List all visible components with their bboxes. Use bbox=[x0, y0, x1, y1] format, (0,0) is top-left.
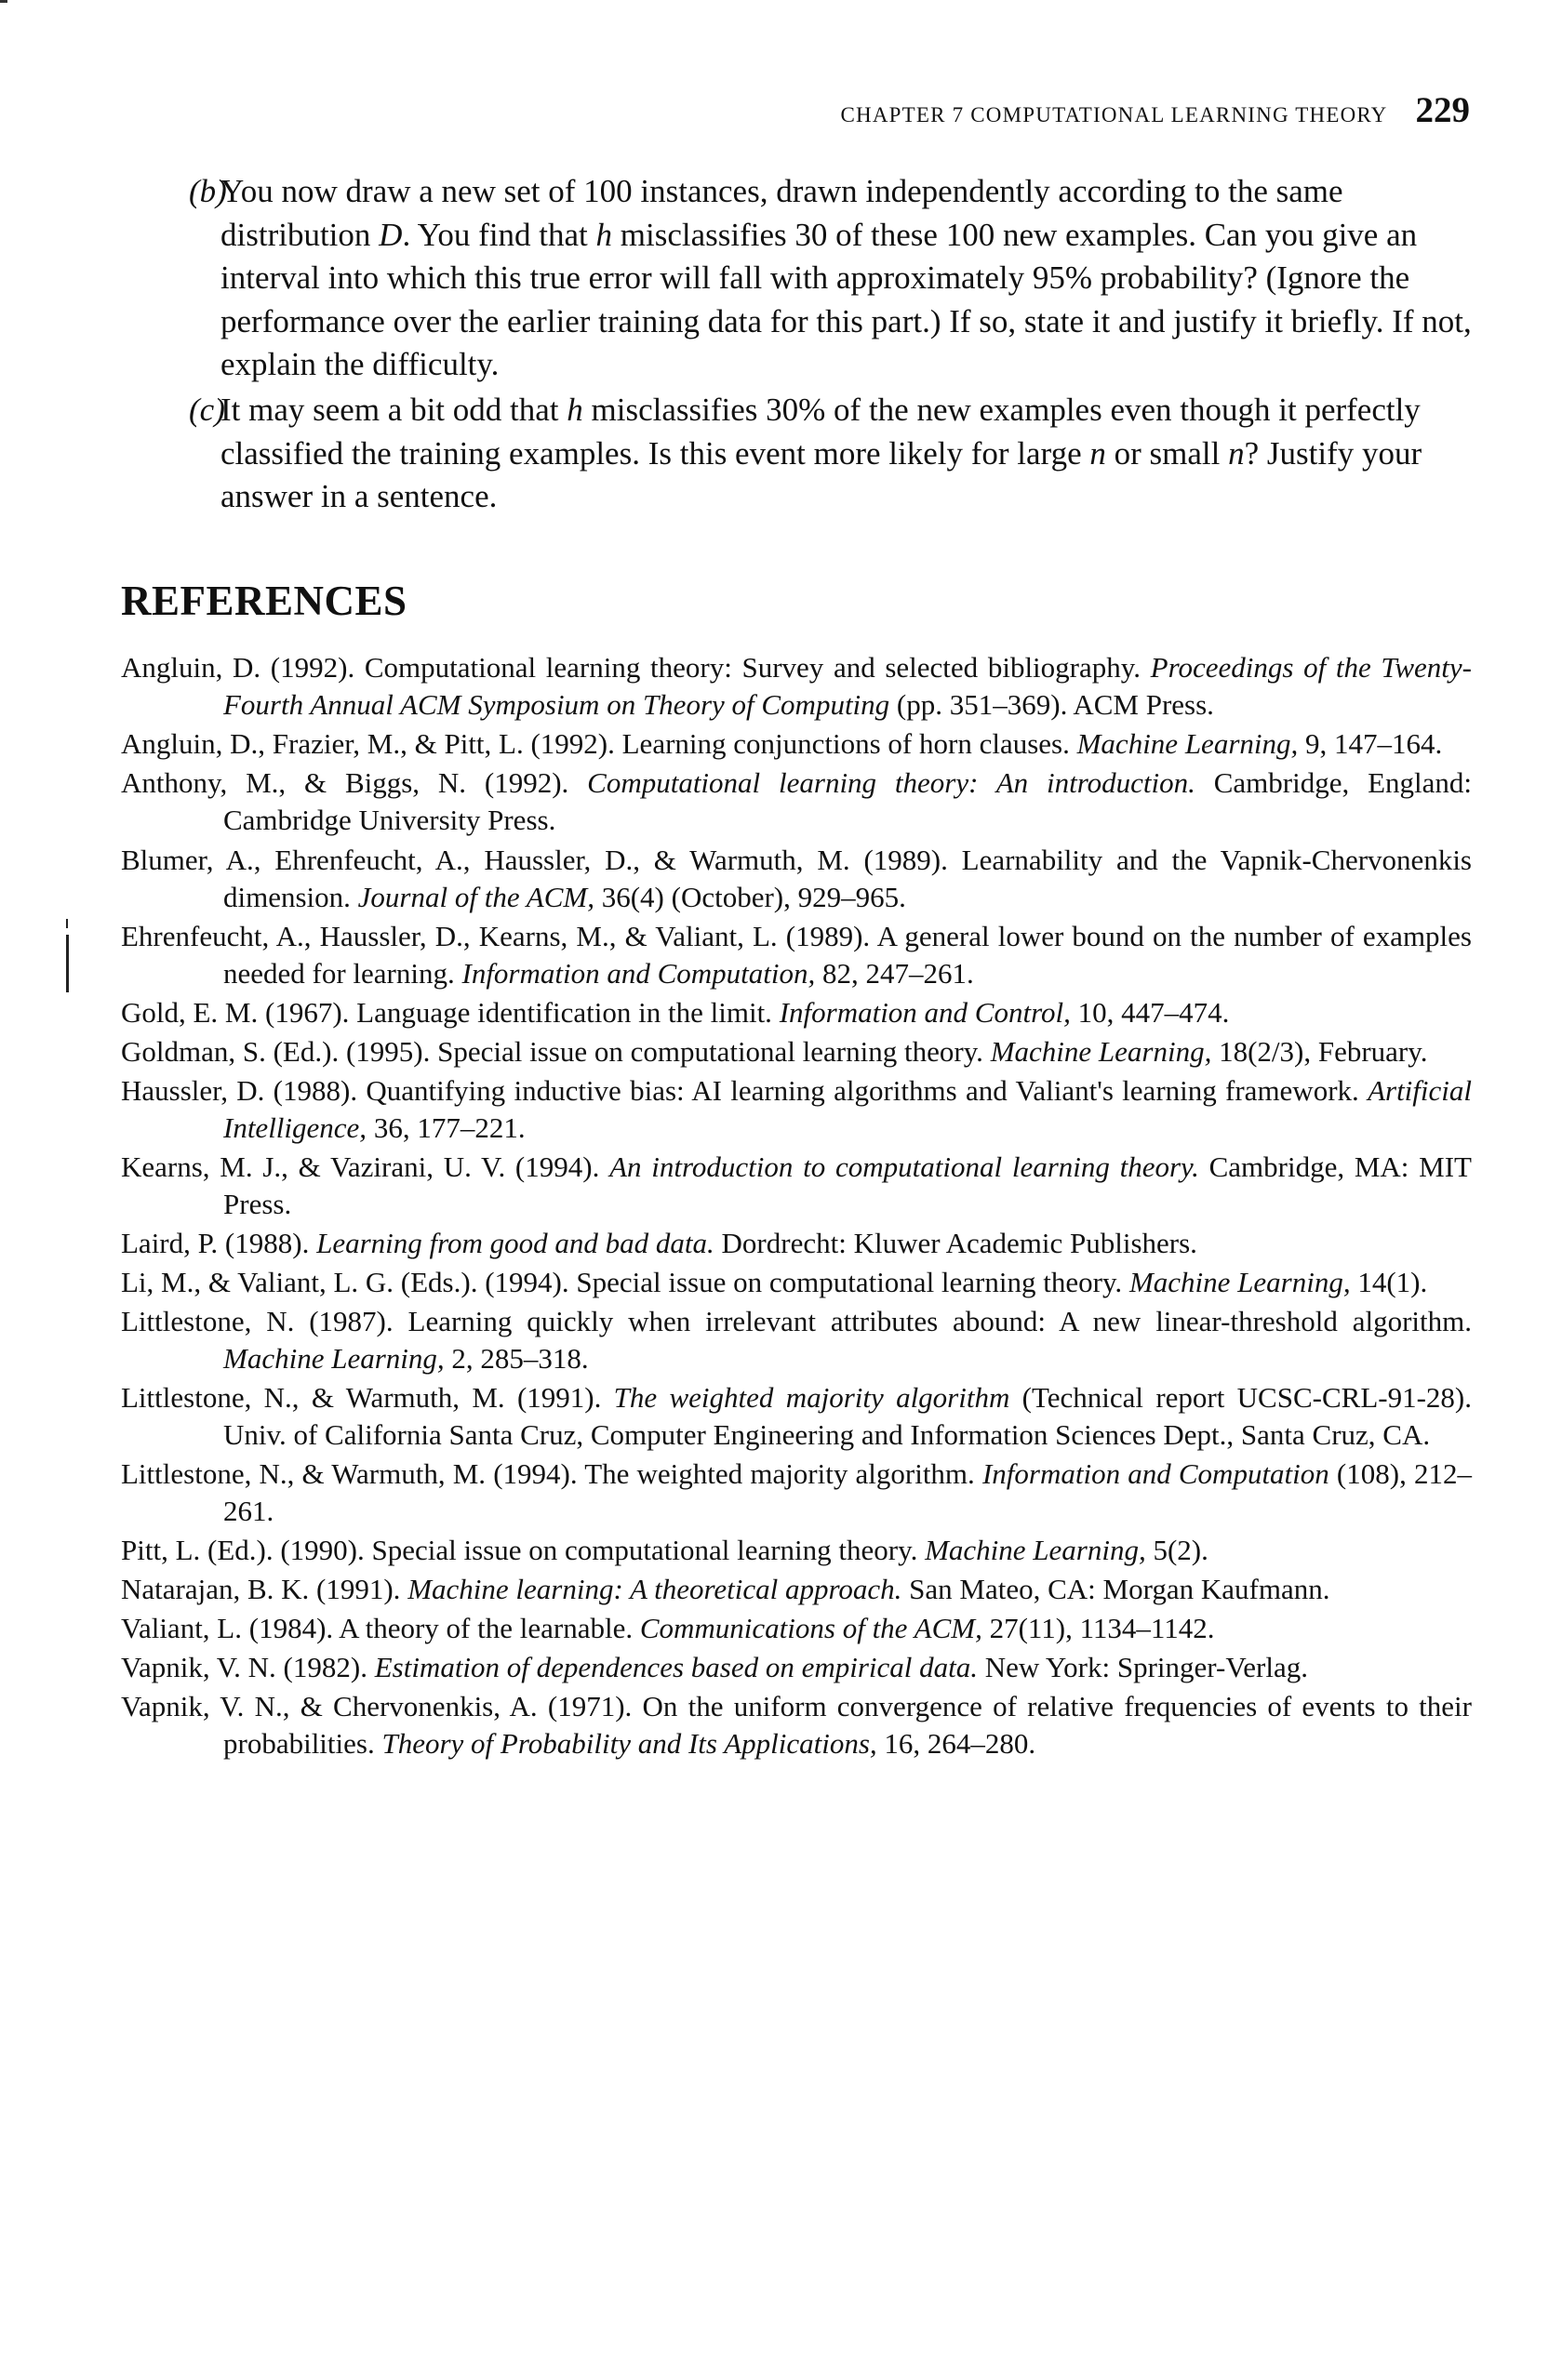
reference-source: Proceedings of the Twenty-Fourth Annual ACM Symposium on Theory of Computing bbox=[223, 651, 1472, 721]
reference-entry bbox=[121, 1264, 1472, 1301]
reference-text: Angluin, D., Frazier, M., & Pitt, L. (1992). Learning conjunctions of horn clauses. bbox=[121, 727, 1077, 760]
reference-entry bbox=[121, 918, 1472, 992]
reference-text: 82, 247–261. bbox=[815, 957, 974, 990]
reference-text: Gold, E. M. (1967). Language identification in the limit. bbox=[121, 996, 780, 1029]
distribution-symbol: D bbox=[379, 216, 403, 253]
reference-source: Estimation of dependences based on empirical data. bbox=[374, 1651, 979, 1683]
reference-text: Littlestone, N. (1987). Learning quickly when irrelevant attributes abound: A new linear-threshold algorithm. bbox=[121, 1305, 1472, 1337]
reference-source: Information and Computation, bbox=[461, 957, 816, 990]
reference-text: 5(2). bbox=[1145, 1534, 1208, 1566]
reference-source: Machine Learning, bbox=[1128, 1266, 1351, 1298]
reference-entry bbox=[121, 1610, 1472, 1647]
reference-text: 36, 177–221. bbox=[367, 1111, 526, 1144]
reference-source: Artificial Intelligence, bbox=[223, 1074, 1472, 1144]
exercise-text: misclassifies 30% of the new examples even though it perfectly classified the training examples. Is this event more likely for large bbox=[220, 392, 1421, 472]
reference-list bbox=[121, 649, 1472, 1764]
exercise-text: It may seem a bit odd that bbox=[220, 392, 567, 428]
exercise-text: misclassifies 30 of these 100 new examples. Can you give an interval into which this true error will fall with approximately 95% probability? (Ignore the performance over the earlier training data for this part.) If so, state it and justify it briefly. If not, explain the difficulty. bbox=[220, 216, 1472, 382]
reference-text: 36(4) (October), 929–965. bbox=[594, 881, 906, 913]
scan-mark bbox=[0, 0, 7, 3]
reference-source: Machine Learning, bbox=[223, 1342, 445, 1375]
reference-text: 9, 147–164. bbox=[1298, 727, 1443, 760]
exercise-text: You now draw a new set of 100 instances, drawn independently according to the same distribution bbox=[220, 173, 1343, 253]
reference-text: Cambridge, MA: MIT Press. bbox=[223, 1150, 1472, 1220]
reference-source: Machine Learning, bbox=[1076, 727, 1299, 760]
reference-source: Computational learning theory: An introduction. bbox=[587, 766, 1195, 799]
reference-entry bbox=[121, 1456, 1472, 1530]
reference-source: Journal of the ACM, bbox=[357, 881, 594, 913]
reference-text: New York: Springer-Verlag. bbox=[978, 1651, 1308, 1683]
reference-entry bbox=[121, 1649, 1472, 1686]
reference-text: 27(11), 1134–1142. bbox=[981, 1612, 1215, 1644]
reference-text: (pp. 351–369). ACM Press. bbox=[889, 688, 1214, 721]
exercise-label: (b) bbox=[189, 173, 227, 209]
reference-entry bbox=[121, 1033, 1472, 1070]
reference-entry bbox=[121, 994, 1472, 1031]
reference-text: Natarajan, B. K. (1991). bbox=[121, 1573, 408, 1605]
reference-text: 16, 264–280. bbox=[876, 1727, 1036, 1760]
exercise-text: ? Justify your answer in a sentence. bbox=[220, 434, 1422, 514]
reference-text: Laird, P. (1988). bbox=[121, 1227, 317, 1259]
reference-text: Dordrecht: Kluwer Academic Publishers. bbox=[714, 1227, 1197, 1259]
reference-text: Pitt, L. (Ed.). (1990). Special issue on computational learning theory. bbox=[121, 1534, 926, 1566]
reference-entry bbox=[121, 1532, 1472, 1569]
reference-text: Anthony, M., & Biggs, N. (1992). bbox=[121, 766, 588, 799]
reference-source: Machine learning: A theoretical approach. bbox=[407, 1573, 902, 1605]
exercise-c bbox=[189, 389, 1472, 519]
reference-entry bbox=[121, 1072, 1472, 1147]
reference-entry bbox=[121, 1303, 1472, 1377]
reference-text: (Technical report UCSC-CRL-91-28). Univ. of California Santa Cruz, Computer Engineering and Information Sciences Dept., Santa Cruz, CA. bbox=[223, 1381, 1472, 1451]
reference-entry bbox=[121, 1379, 1472, 1454]
reference-source: The weighted majority algorithm bbox=[613, 1381, 1010, 1414]
reference-text: Kearns, M. J., & Vazirani, U. V. (1994). bbox=[121, 1150, 610, 1183]
margin-mark bbox=[66, 919, 68, 928]
hypothesis-symbol: h bbox=[595, 216, 613, 253]
reference-source: Learning from good and bad data. bbox=[316, 1227, 714, 1259]
reference-entry bbox=[121, 842, 1472, 916]
margin-mark bbox=[66, 935, 69, 992]
reference-source: An introduction to computational learning theory. bbox=[609, 1150, 1199, 1183]
reference-text: Li, M., & Valiant, L. G. (Eds.). (1994). Special issue on computational learning theory. bbox=[121, 1266, 1129, 1298]
reference-source: Information and Control, bbox=[779, 996, 1071, 1029]
reference-source: Machine Learning, bbox=[990, 1035, 1212, 1068]
exercise-text: or small bbox=[1105, 434, 1229, 472]
hypothesis-symbol: h bbox=[567, 392, 583, 428]
reference-source: Theory of Probability and Its Applications, bbox=[381, 1727, 877, 1760]
page-number: 229 bbox=[1415, 90, 1470, 130]
reference-text: Haussler, D. (1988). Quantifying inductive bias: AI learning algorithms and Valiant's learning framework. bbox=[121, 1074, 1368, 1107]
reference-text: 14(1). bbox=[1350, 1266, 1428, 1298]
reference-source: Information and Computation bbox=[981, 1457, 1329, 1490]
reference-entry bbox=[121, 1688, 1472, 1762]
reference-text: Valiant, L. (1984). A theory of the learnable. bbox=[121, 1612, 640, 1644]
reference-text: San Mateo, CA: Morgan Kaufmann. bbox=[901, 1573, 1330, 1605]
reference-entry bbox=[121, 649, 1472, 724]
running-title: CHAPTER 7 COMPUTATIONAL LEARNING THEORY bbox=[840, 103, 1388, 126]
reference-text: 18(2/3), February. bbox=[1211, 1035, 1428, 1068]
reference-text: Cambridge, England: Cambridge University Press. bbox=[223, 766, 1472, 836]
reference-text: 2, 285–318. bbox=[444, 1342, 589, 1375]
reference-entry bbox=[121, 765, 1472, 839]
exercise-text: . You find that bbox=[402, 216, 596, 253]
n-symbol: n bbox=[1228, 434, 1245, 472]
exercise-label: (c) bbox=[189, 392, 225, 428]
reference-entry bbox=[121, 1225, 1472, 1262]
reference-text: Ehrenfeucht, A., Haussler, D., Kearns, M., & Valiant, L. (1989). A general lower bound on the number of examples needed for learning. bbox=[121, 920, 1472, 990]
reference-source: Machine Learning, bbox=[925, 1534, 1146, 1566]
reference-text: Blumer, A., Ehrenfeucht, A., Haussler, D., & Warmuth, M. (1989). Learnability and the Vapnik-Chervonenkis dimension. bbox=[121, 844, 1472, 913]
reference-entry bbox=[121, 1571, 1472, 1608]
references-heading: REFERENCES bbox=[121, 578, 407, 624]
running-header bbox=[730, 89, 1470, 131]
n-symbol: n bbox=[1089, 434, 1106, 472]
reference-text: Angluin, D. (1992). Computational learning theory: Survey and selected bibliography. bbox=[121, 651, 1151, 684]
reference-text: Goldman, S. (Ed.). (1995). Special issue on computational learning theory. bbox=[121, 1035, 991, 1068]
exercise-b bbox=[189, 170, 1472, 387]
reference-text: Vapnik, V. N., & Chervonenkis, A. (1971). On the uniform convergence of relative frequencies of events to their probabilities. bbox=[121, 1690, 1472, 1760]
reference-entry bbox=[121, 725, 1472, 763]
reference-text: Vapnik, V. N. (1982). bbox=[121, 1651, 375, 1683]
reference-source: Communications of the ACM, bbox=[639, 1612, 982, 1644]
reference-entry bbox=[121, 1149, 1472, 1223]
reference-text: (108), 212–261. bbox=[223, 1457, 1472, 1527]
reference-text: Littlestone, N., & Warmuth, M. (1994). The weighted majority algorithm. bbox=[121, 1457, 982, 1490]
reference-text: Littlestone, N., & Warmuth, M. (1991). bbox=[121, 1381, 614, 1414]
reference-text: 10, 447–474. bbox=[1070, 996, 1230, 1029]
